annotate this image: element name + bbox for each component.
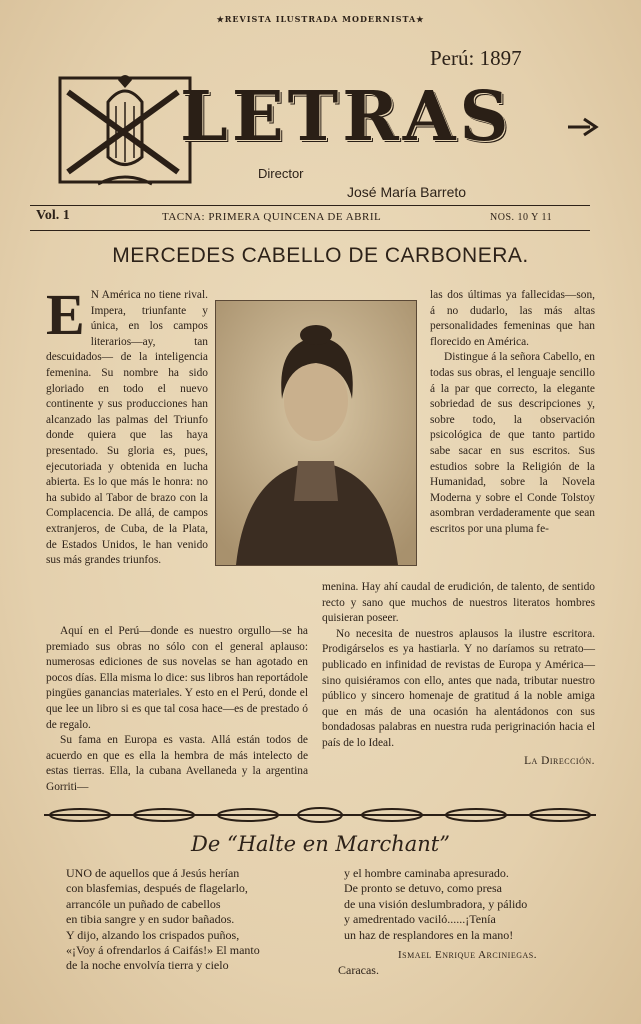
- poem-line: «¡Voy á ofrendarlos á Caifás!» El manto: [66, 943, 260, 958]
- poem-left-stanza: [66, 866, 260, 974]
- poem-line: en tibia sangre y en sudor bañados.: [66, 912, 235, 927]
- volume-label: Vol. 1: [36, 208, 70, 223]
- article-paragraph: No necesita de nuestros aplausos la ilustre escritora. Prodigárselos es ya hastiarla. Y no daríamos su retrato—publicado en infinidad de revistas de Europa y América—sino quisiéramos con ello, antes que nada, tributar nuestro público y sincero homenaje de gratitud á la noble amiga que en más de una ocasión ha alentádonos con sus bondadosas palabras en nuestra ruda perigrinación hacia el país de lo Ideal.: [322, 627, 595, 749]
- poem-line: UNO de aquellos que á Jesús herían: [66, 866, 240, 880]
- article-column-right: [430, 288, 595, 538]
- poem-right-stanza: [344, 866, 527, 943]
- ornamental-divider-icon: [44, 806, 596, 824]
- issue-numbers: NOS. 10 Y 11: [490, 212, 553, 223]
- poem-author: Ismael Enrique Arciniegas.: [398, 949, 537, 961]
- poem-line: arrancóle un puñado de cabellos: [66, 896, 221, 911]
- poem-line: de una visión deslumbradora, y pálido: [344, 896, 528, 911]
- article-paragraph: Su fama en Europa es vasta. Allá están todos de acuerdo en que es ella la hembra de más intelecto de estas tierras. Ella, la cubana Avellaneda y la argentina Gorriti—: [46, 734, 308, 793]
- poem-place: Caracas.: [338, 963, 379, 977]
- country-year: Perú: 1897: [430, 46, 522, 70]
- article-paragraph: N América no tiene rival. Impera, triunfante y única, en los campos literarios—ay, tan descuidados— de la inteligencia femenina. Su nombre ha sido gloriado en todo el nuevo continente y sus producciones han alcanzado las palmas del Triunfo donde quiera que las haya presentado. Su gloria es, pues, ejecutoriada y obtenida en lucha abierta. Es lo que más le honra: no ha subido al Tabor de brazo con la Complacencia. De allá, de campos extranjeros, de Cuba, de la Plata, de Estados Unidos, le han venido sus más grandes triunfos.: [46, 289, 208, 567]
- director-label: Director: [258, 166, 304, 181]
- arrow-flourish-icon: [566, 114, 600, 140]
- director-name: José María Barreto: [347, 184, 467, 200]
- article-column-left-lower: [46, 624, 308, 796]
- article-paragraph: Aquí en el Perú—donde es nuestro orgullo—se ha premiado sus obras no sólo con el general aplauso: numerosas ediciones de sus novelas se han agotado en pocos días. Ella misma lo dice: sus libros han reportádole pingües ganancias materiales. Y esto en el Perú, donde el que lee un libro si es que tal cosa hace—es de prestado ó de regalo.: [46, 625, 308, 731]
- masthead-title: LETRAS: [180, 77, 513, 157]
- issue-line: TACNA: PRIMERA QUINCENA DE ABRIL: [162, 211, 382, 223]
- article-column-center-lower: [322, 580, 595, 769]
- article-paragraph: las dos últimas ya fallecidas—son, á no dudarlo, las más altas personalidades femeninas que han florecido en América.: [430, 289, 595, 348]
- poem-line: De pronto se detuvo, como presa: [344, 881, 502, 896]
- drop-cap: E: [46, 282, 85, 347]
- poem-title: De “Halte en Marchant”: [191, 832, 450, 856]
- poem-line: de la noche envolvía tierra y cielo: [66, 958, 229, 973]
- header-rule-bottom: [30, 230, 590, 231]
- header-rule-top: [30, 205, 590, 206]
- poem-line: y amedrentado vaciló......¡Tenía: [344, 912, 496, 927]
- article-title: MERCEDES CABELLO DE CARBONERA.: [112, 244, 529, 267]
- article-signature: La Dirección.: [524, 754, 595, 767]
- portrait-photo: [215, 300, 417, 566]
- lyre-emblem-icon: [58, 72, 193, 192]
- article-paragraph: menina. Hay ahí caudal de erudición, de talento, de sentido recto y sano que muchos de nuestros literatos hombres quisieran poseer.: [322, 581, 595, 625]
- article-paragraph: Distingue á la señora Cabello, en todas sus obras, el lenguaje sencillo á la par que correcto, la elegante sobriedad de sus descripciones y, sobre todo, la observación psicológica de que tanto partido sabe sacar en sus escritos. Sus estudios sobre la Religión de la Humanidad, sobre la Novela Moderna y sobre el Conde Tolstoy asombran verdaderamente que sean escritos por una pluma fe-: [430, 351, 595, 535]
- poem-line: y el hombre caminaba apresurado.: [344, 866, 509, 880]
- poem-line: un haz de resplandores en la mano!: [344, 927, 514, 942]
- article-column-left: [46, 282, 208, 569]
- poem-line: Y dijo, alzando los crispados puños,: [66, 927, 240, 942]
- magazine-subtitle: ★REVISTA ILUSTRADA MODERNISTA★: [216, 14, 425, 24]
- poem-line: con blasfemias, después de flagelarlo,: [66, 881, 248, 896]
